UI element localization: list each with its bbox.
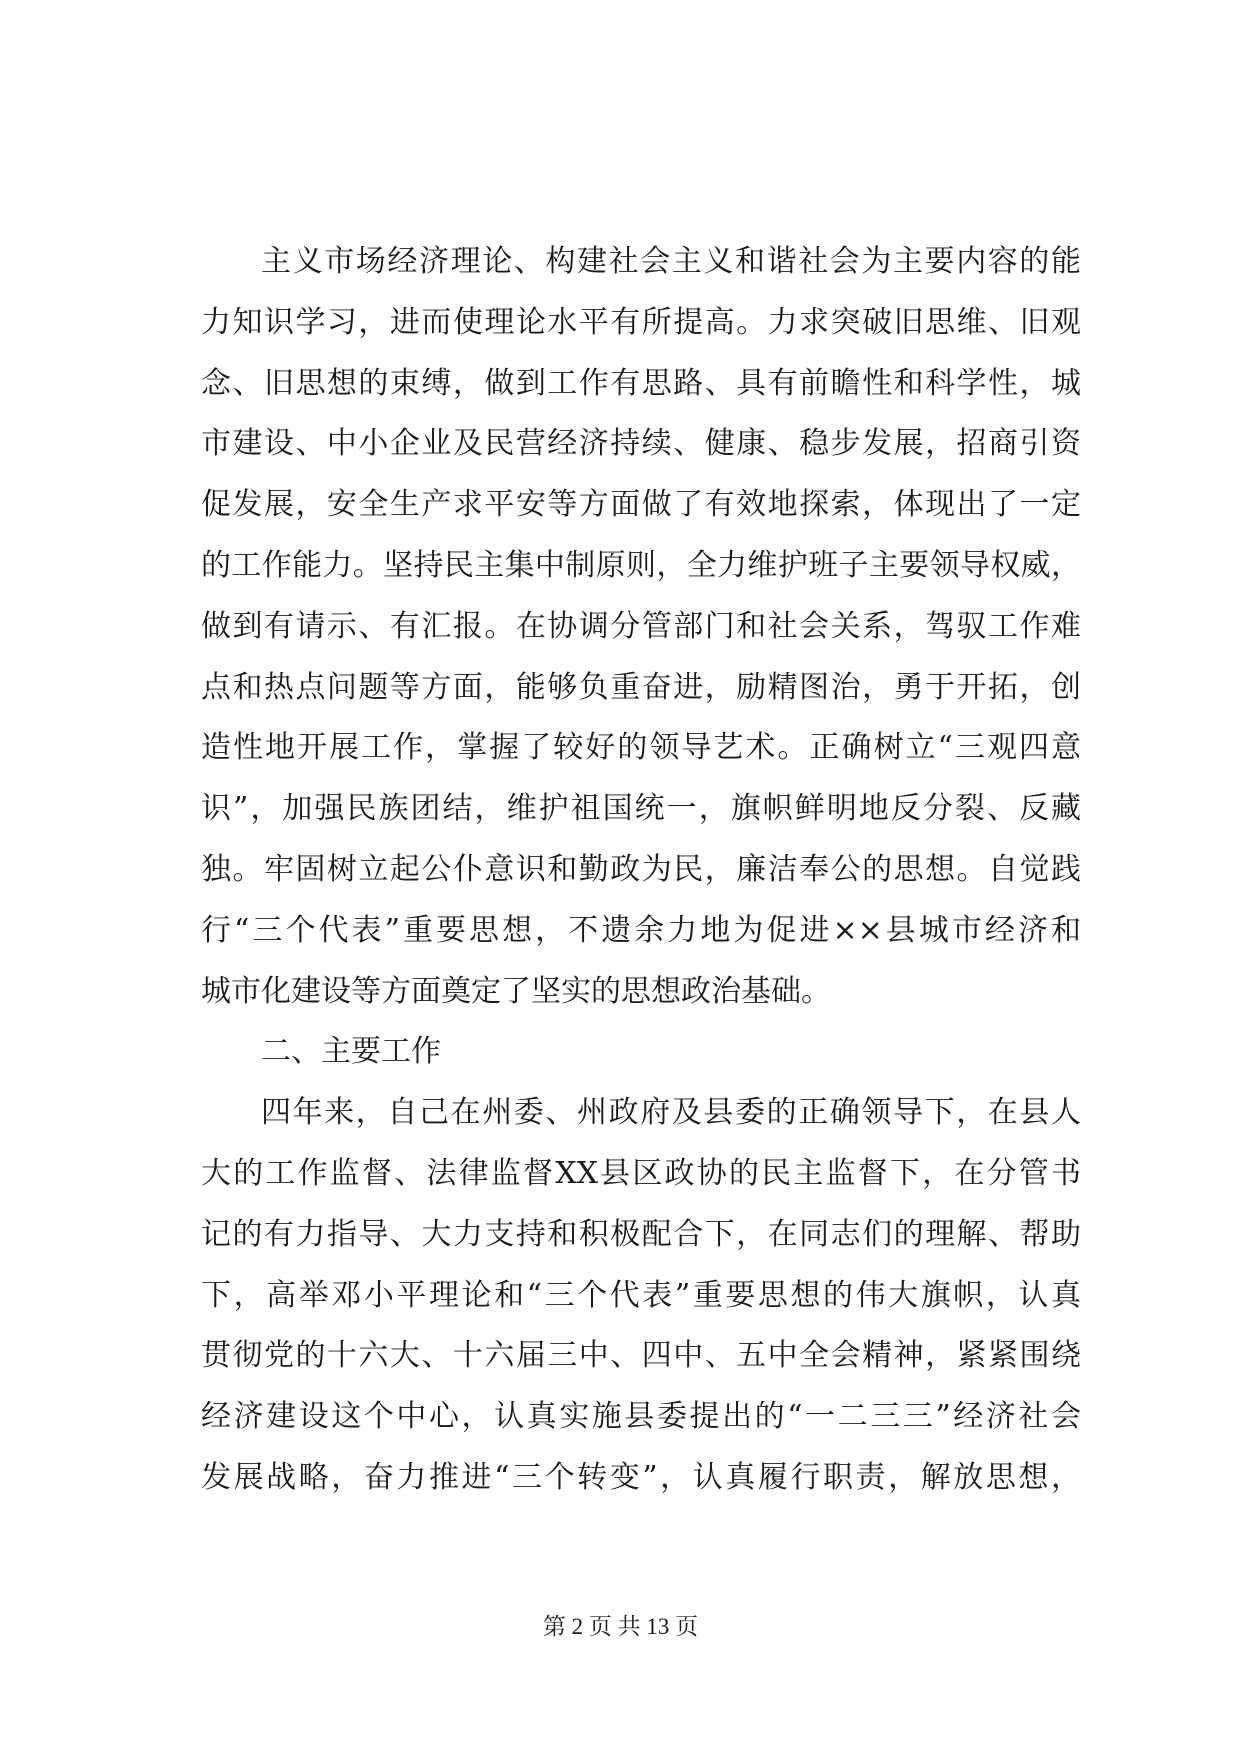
text-line: 做到有请示、有汇报。在协调分管部门和社会关系，驾驭工作难: [201, 608, 1081, 644]
text-line: 的工作能力。坚持民主集中制原则，全力维护班子主要领导权威，: [201, 547, 1081, 583]
text-line: 二、主要工作: [261, 1034, 441, 1070]
text-line: 市建设、中小企业及民营经济持续、健康、稳步发展，招商引资: [201, 426, 1081, 462]
text-line: 主义市场经济理论、构建社会主义和谐社会为主要内容的能: [261, 244, 1081, 279]
page-footer: 第 2 页 共 13 页: [542, 1614, 699, 1639]
text-line: 下，高举邓小平理论和“三个代表”重要思想的伟大旗帜，认真: [201, 1277, 1081, 1313]
text-line: 独。牢固树立起公仆意识和勤政为民，廉洁奉公的思想。自觉践: [201, 851, 1081, 887]
text-line: 大的工作监督、法律监督XX县区政协的民主监督下，在分管书: [201, 1155, 1081, 1191]
text-line: 发展战略，奋力推进“三个转变”，认真履行职责，解放思想，: [201, 1459, 1081, 1495]
text-line: 城市化建设等方面奠定了坚实的思想政治基础。: [201, 973, 831, 1009]
text-line: 四年来，自己在州委、州政府及县委的正确领导下，在县人: [261, 1095, 1081, 1131]
text-line: 贯彻党的十六大、十六届三中、四中、五中全会精神，紧紧围绕: [201, 1338, 1081, 1374]
text-line: 识”，加强民族团结，维护祖国统一，旗帜鲜明地反分裂、反藏: [201, 791, 1081, 827]
text-line: 行“三个代表”重要思想，不遗余力地为促进××县城市经济和: [201, 912, 1081, 948]
text-line: 力知识学习，进而使理论水平有所提高。力求突破旧思维、旧观: [201, 304, 1081, 340]
text-line: 点和热点问题等方面，能够负重奋进，励精图治，勇于开拓，创: [201, 669, 1081, 705]
text-line: 经济建设这个中心，认真实施县委提出的“一二三三”经济社会: [201, 1399, 1081, 1435]
text-line: 记的有力指导、大力支持和积极配合下，在同志们的理解、帮助: [201, 1216, 1081, 1252]
document-body: [201, 232, 1081, 1509]
text-line: 造性地开展工作，掌握了较好的领导艺术。正确树立“三观四意: [201, 730, 1081, 766]
text-line: 念、旧思想的束缚，做到工作有思路、具有前瞻性和科学性，城: [201, 365, 1081, 401]
text-line: 促发展，安全生产求平安等方面做了有效地探索，体现出了一定: [201, 487, 1081, 523]
